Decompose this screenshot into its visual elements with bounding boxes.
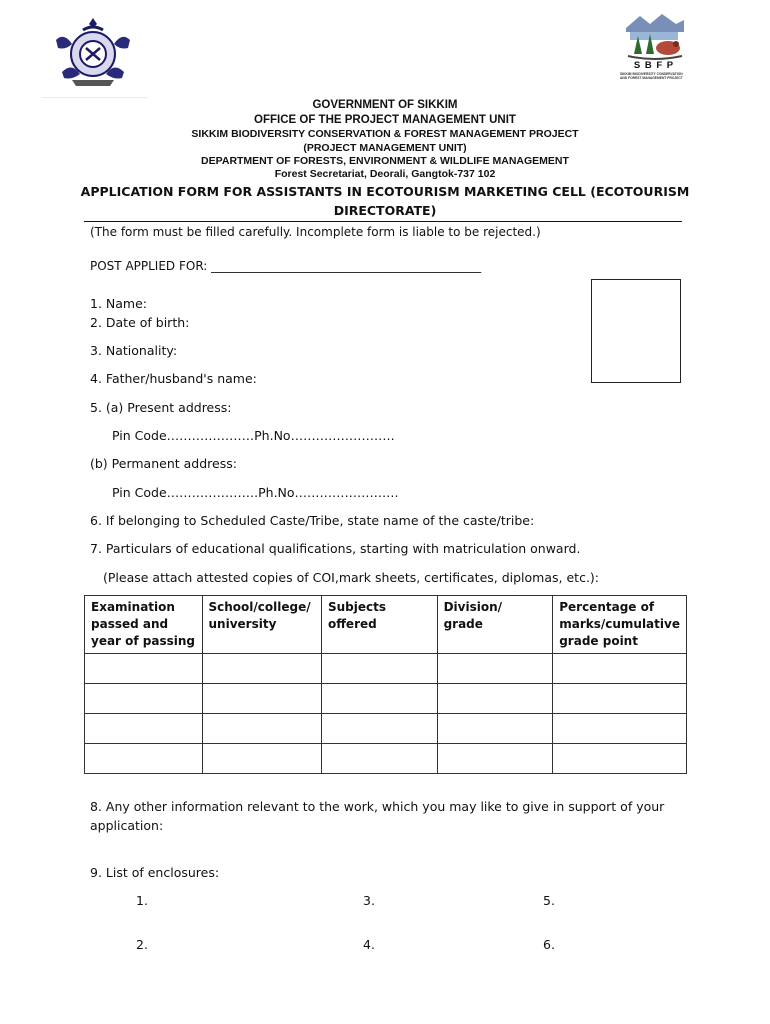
table-cell[interactable] — [202, 654, 321, 684]
sbfp-logo-caption: SIKKIM BIODIVERSITY CONSERVATION AND FOREST MANAGEMENT PROJECT — [620, 72, 683, 80]
table-cell[interactable] — [437, 714, 553, 744]
table-cell[interactable] — [321, 714, 437, 744]
table-row — [85, 744, 687, 774]
table-cell[interactable] — [553, 744, 687, 774]
table-cell[interactable] — [202, 684, 321, 714]
attach-copies-note: (Please attach attested copies of COI,mark sheets, certificates, diplomas, etc.): — [103, 570, 600, 585]
permanent-pin-phone-field[interactable]: Pin Code………………….Ph.No……………………. — [112, 485, 399, 500]
father-husband-name-field[interactable]: 4. Father/husband's name: — [90, 371, 257, 386]
table-cell[interactable] — [321, 684, 437, 714]
header-percentage: Percentage of marks/cumulative grade point — [553, 596, 687, 654]
table-cell[interactable] — [553, 654, 687, 684]
enclosures-label: 9. List of enclosures: — [90, 865, 220, 880]
enclosure-item-2[interactable]: 2. — [136, 937, 148, 952]
table-cell[interactable] — [553, 714, 687, 744]
sikkim-emblem-logo — [52, 14, 134, 90]
enclosure-item-4[interactable]: 4. — [363, 937, 375, 952]
enclosure-item-3[interactable]: 3. — [363, 893, 375, 908]
other-info-field[interactable]: 8. Any other information relevant to the work, which you may like to give in support of your — [90, 799, 665, 814]
sbfp-logo-text: S B F P — [633, 60, 675, 71]
other-info-field-cont: application: — [90, 818, 164, 833]
table-cell[interactable] — [85, 654, 203, 684]
education-table — [84, 595, 687, 774]
table-cell[interactable] — [202, 714, 321, 744]
table-cell[interactable] — [553, 684, 687, 714]
table-cell[interactable] — [85, 744, 203, 774]
table-header-row — [85, 596, 687, 654]
table-cell[interactable] — [437, 654, 553, 684]
enclosure-item-5[interactable]: 5. — [543, 893, 555, 908]
table-cell[interactable] — [85, 714, 203, 744]
enclosure-item-6[interactable]: 6. — [543, 937, 555, 952]
header-school-college: School/college/ university — [202, 596, 321, 654]
header-examination: Examination passed and year of passing — [85, 596, 203, 654]
header-department: DEPARTMENT OF FORESTS, ENVIRONMENT & WILDLIFE MANAGEMENT — [201, 155, 569, 167]
header-project: SIKKIM BIODIVERSITY CONSERVATION & FOREST MANAGEMENT PROJECT — [191, 128, 579, 140]
title-divider — [84, 221, 682, 222]
table-cell[interactable] — [321, 654, 437, 684]
post-applied-field[interactable]: POST APPLIED FOR: _____________________________________________ — [90, 259, 482, 273]
table-row — [85, 654, 687, 684]
table-cell[interactable] — [437, 684, 553, 714]
nationality-field[interactable]: 3. Nationality: — [90, 343, 178, 358]
permanent-address-field[interactable]: (b) Permanent address: — [90, 456, 237, 471]
header-subjects: Subjects offered — [321, 596, 437, 654]
table-row — [85, 684, 687, 714]
enclosure-item-1[interactable]: 1. — [136, 893, 148, 908]
caste-tribe-field[interactable]: 6. If belonging to Scheduled Caste/Tribe, state name of the caste/tribe: — [90, 513, 535, 528]
table-cell[interactable] — [321, 744, 437, 774]
header-office: OFFICE OF THE PROJECT MANAGEMENT UNIT — [254, 114, 516, 126]
table-cell[interactable] — [85, 684, 203, 714]
photo-box[interactable] — [591, 279, 681, 383]
present-address-field[interactable]: 5. (a) Present address: — [90, 400, 232, 415]
header-government: GOVERNMENT OF SIKKIM — [312, 99, 458, 111]
dob-field[interactable]: 2. Date of birth: — [90, 315, 190, 330]
form-title-line2: DIRECTORATE) — [333, 203, 437, 218]
header-division: Division/ grade — [437, 596, 553, 654]
name-field[interactable]: 1. Name: — [90, 296, 147, 311]
emblem-underline — [42, 97, 148, 98]
table-cell[interactable] — [202, 744, 321, 774]
header-unit: (PROJECT MANAGEMENT UNIT) — [303, 142, 467, 154]
table-row — [85, 714, 687, 744]
education-heading: 7. Particulars of educational qualifications, starting with matriculation onward. — [90, 541, 581, 556]
instruction-note: (The form must be filled carefully. Incomplete form is liable to be rejected.) — [90, 225, 541, 239]
table-cell[interactable] — [437, 744, 553, 774]
header-address: Forest Secretariat, Deorali, Gangtok-737 102 — [274, 168, 496, 180]
present-pin-phone-field[interactable]: Pin Code…………………Ph.No……………………. — [112, 428, 395, 443]
form-title-line1: APPLICATION FORM FOR ASSISTANTS IN ECOTOURISM MARKETING CELL (ECOTOURISM — [80, 184, 690, 199]
sbfp-logo — [620, 10, 688, 88]
